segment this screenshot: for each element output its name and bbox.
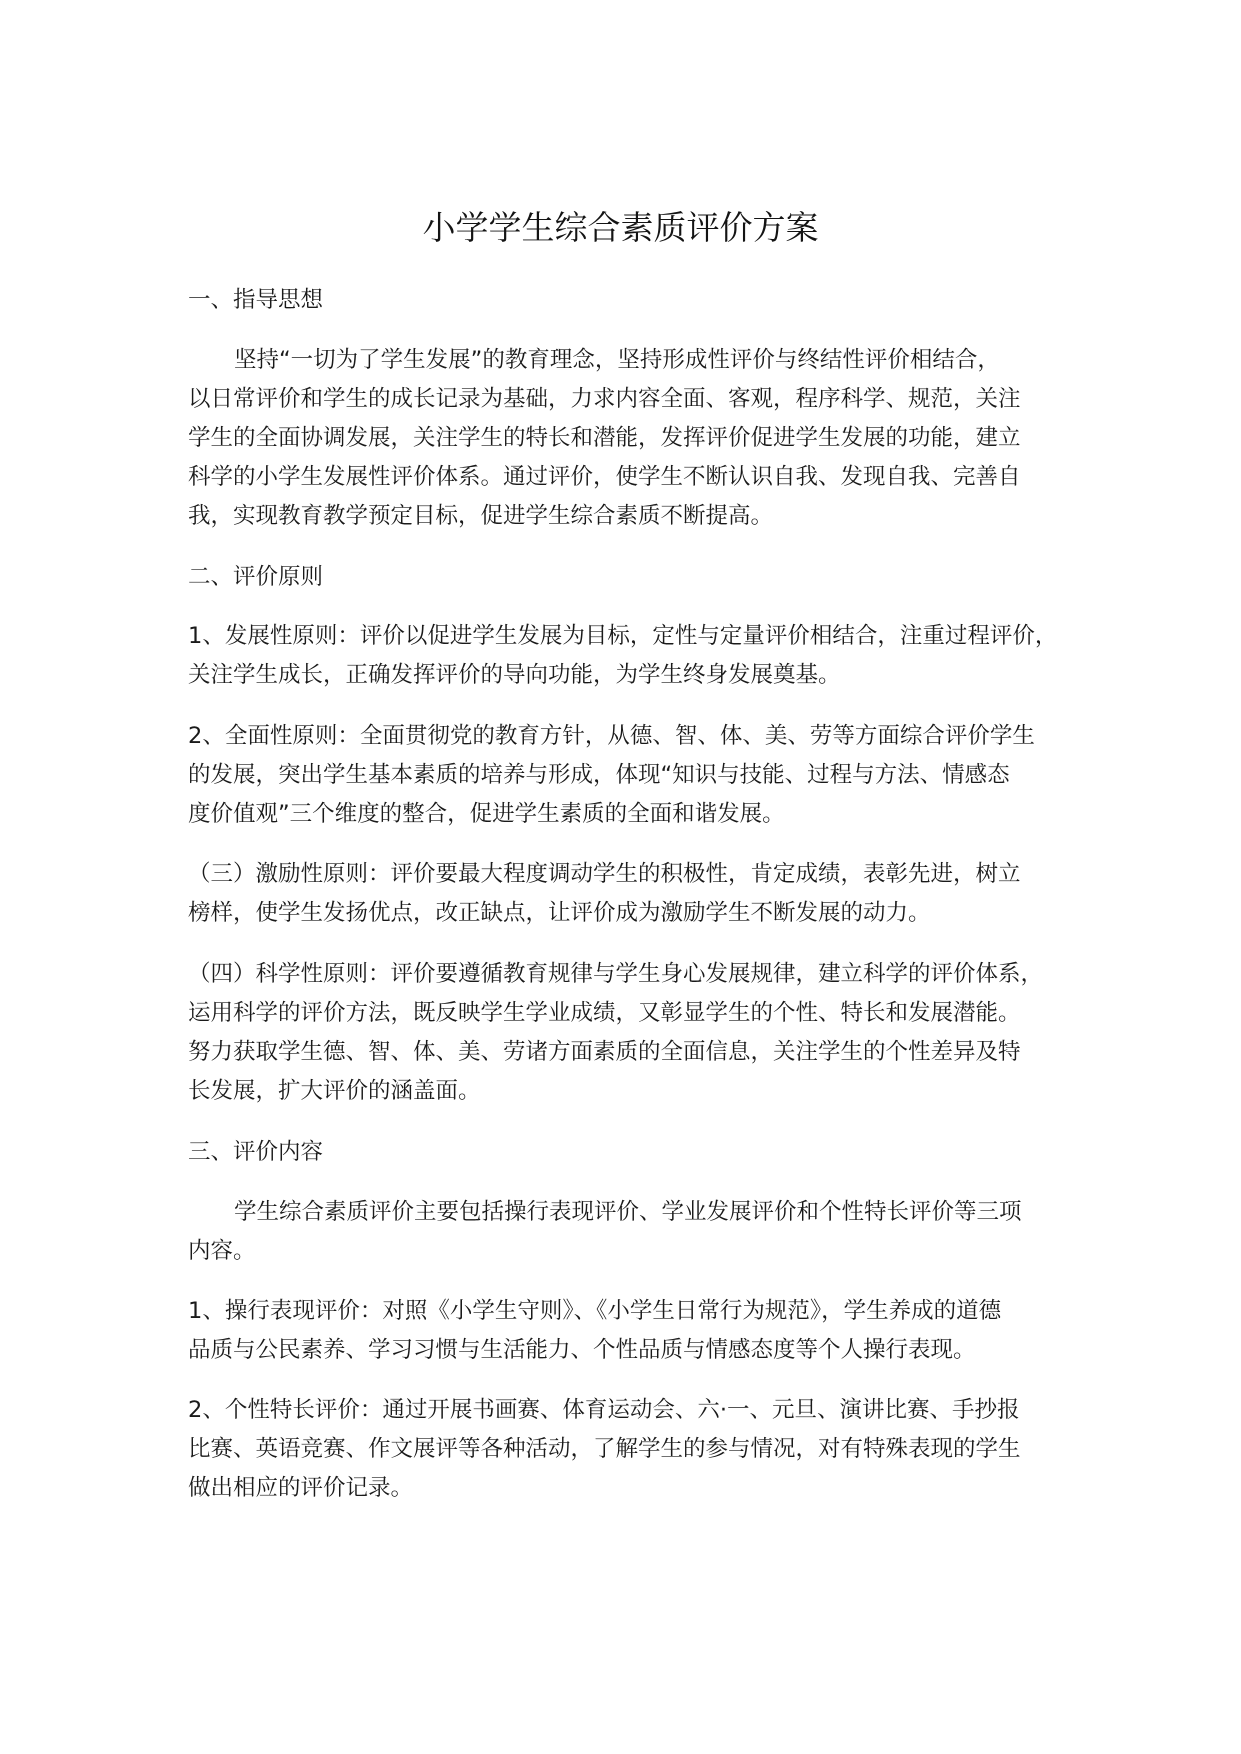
text-line: 榜样，使学生发扬优点，改正缺点，让评价成为激励学生不断发展的动力。 <box>188 900 931 926</box>
text-line: 2、全面性原则：全面贯彻党的教育方针，从德、智、体、美、劳等方面综合评价学生 <box>188 723 1035 749</box>
text-line: 做出相应的评价记录。 <box>188 1475 414 1501</box>
text-line: 努力获取学生德、智、体、美、劳诸方面素质的全面信息，关注学生的个性差异及特 <box>188 1039 1021 1065</box>
text-line: 三、评价内容 <box>188 1139 324 1165</box>
text-line: 长发展，扩大评价的涵盖面。 <box>188 1078 481 1104</box>
section-heading-guiding <box>188 281 1088 320</box>
text-line: 比赛、英语竞赛、作文展评等各种活动，了解学生的参与情况，对有特殊表现的学生 <box>188 1436 1021 1462</box>
text-line: 科学的小学生发展性评价体系。通过评价，使学生不断认识自我、发现自我、完善自 <box>188 464 1021 490</box>
text-line: （三）激励性原则：评价要最大程度调动学生的积极性，肯定成绩，表彰先进，树立 <box>188 861 1021 887</box>
text-line: 坚持“一切为了学生发展”的教育理念，坚持形成性评价与终结性评价相结合， <box>234 347 1000 373</box>
paragraph-content-intro <box>188 1193 1088 1271</box>
text-line: 一、指导思想 <box>188 287 324 313</box>
section-heading-principles <box>188 558 1088 597</box>
paragraph-principle-incentive <box>188 855 1088 933</box>
text-line: 二、评价原则 <box>188 564 324 590</box>
text-line: 我，实现教育教学预定目标，促进学生综合素质不断提高。 <box>188 503 774 529</box>
text-line: 关注学生成长，正确发挥评价的导向功能，为学生终身发展奠基。 <box>188 662 841 688</box>
paragraph-content-conduct <box>188 1292 1088 1370</box>
text-line: 的发展，突出学生基本素质的培养与形成，体现“知识与技能、过程与方法、情感态 <box>188 762 1010 788</box>
text-line: 学生的全面协调发展，关注学生的特长和潜能，发挥评价促进学生发展的功能，建立 <box>188 425 1021 451</box>
paragraph-principle-development <box>188 617 1088 695</box>
text-line: 品质与公民素养、学习习惯与生活能力、个性品质与情感态度等个人操行表现。 <box>188 1337 976 1363</box>
text-line: 内容。 <box>188 1238 256 1264</box>
section-heading-content <box>188 1133 1088 1172</box>
text-line: 运用科学的评价方法，既反映学生学业成绩，又彰显学生的个性、特长和发展潜能。 <box>188 1000 1021 1026</box>
text-line: 1、操行表现评价：对照《小学生守则》、《小学生日常行为规范》，学生养成的道德 <box>188 1298 1002 1324</box>
text-line: （四）科学性原则：评价要遵循教育规律与学生身心发展规律，建立科学的评价体系， <box>188 961 1044 987</box>
text-line: 以日常评价和学生的成长记录为基础，力求内容全面、客观，程序科学、规范，关注 <box>188 386 1021 412</box>
paragraph-principle-scientific <box>188 955 1088 1111</box>
text-line: 2、个性特长评价：通过开展书画赛、体育运动会、六·一、元旦、演讲比赛、手抄报 <box>188 1397 1020 1423</box>
paragraph-content-talent <box>188 1391 1088 1508</box>
document-title: 小学学生综合素质评价方案 <box>422 208 819 247</box>
paragraph-guiding <box>188 341 1088 536</box>
text-line: 度价值观”三个维度的整合，促进学生素质的全面和谐发展。 <box>188 801 785 827</box>
text-line: 1、发展性原则：评价以促进学生发展为目标，定性与定量评价相结合，注重过程评价， <box>188 623 1058 649</box>
paragraph-principle-comprehensive <box>188 717 1088 834</box>
text-line: 学生综合素质评价主要包括操行表现评价、学业发展评价和个性特长评价等三项 <box>234 1199 1022 1225</box>
